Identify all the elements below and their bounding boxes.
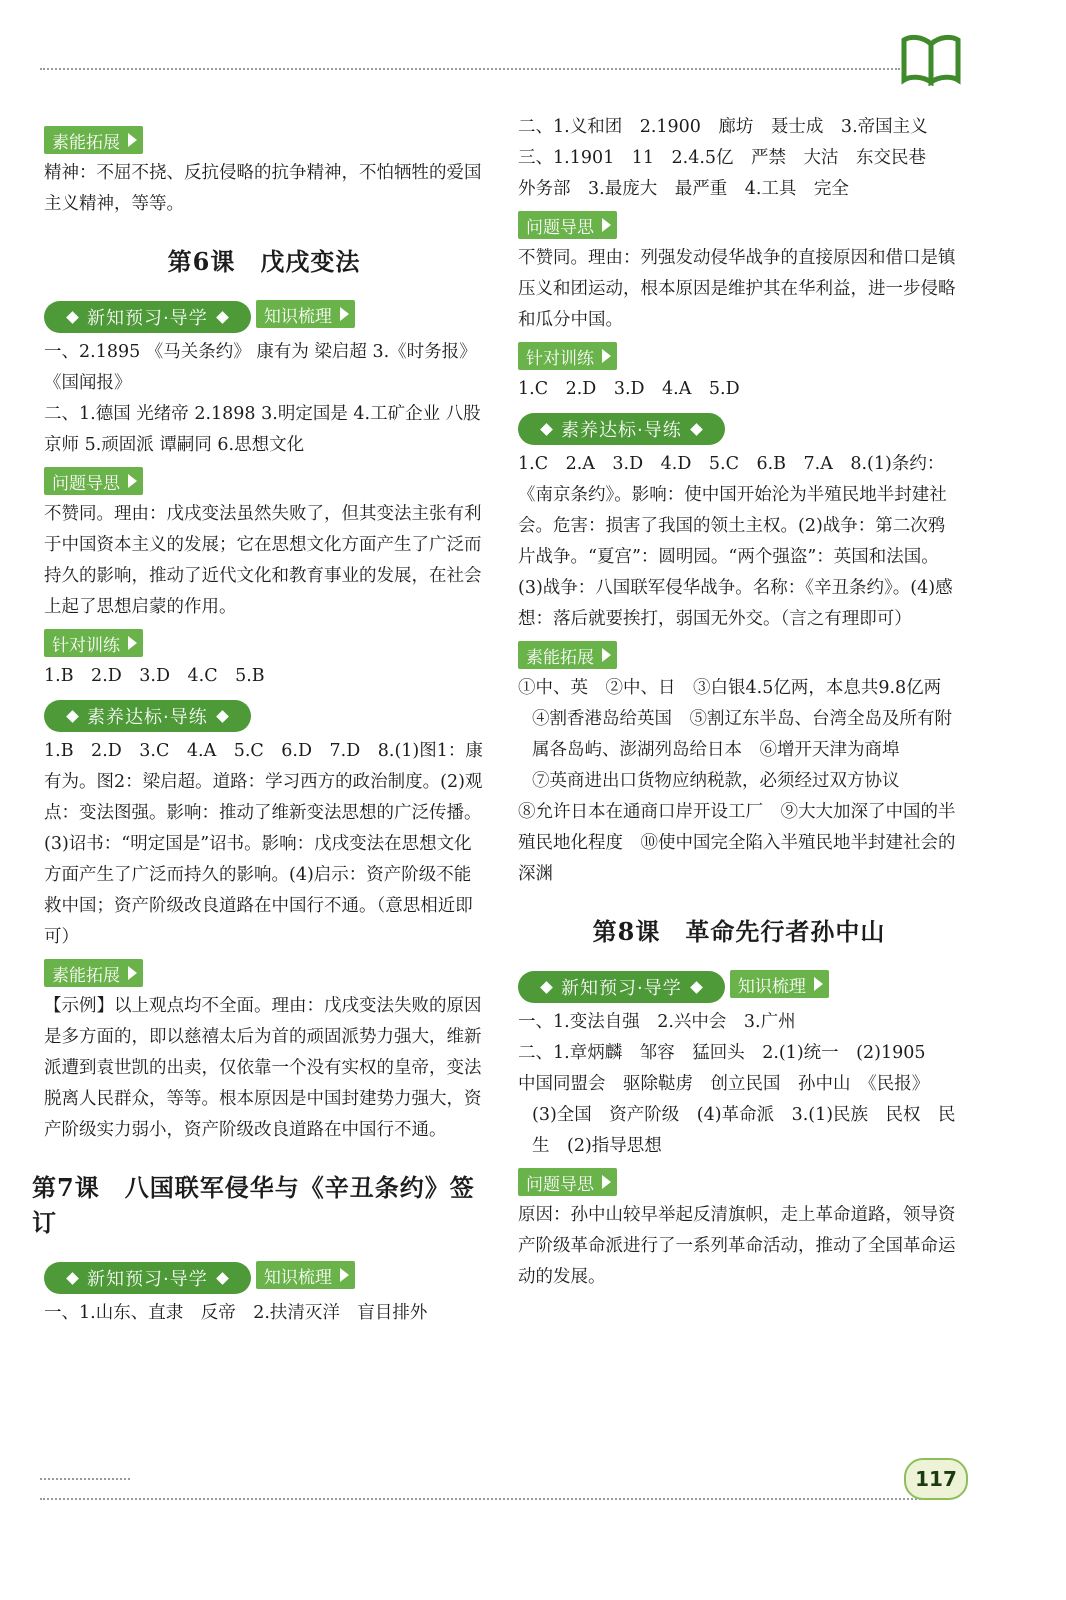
open-book-icon (900, 30, 962, 86)
section-tag: 素能拓展 (518, 641, 617, 669)
answer-text: 【示例】以上观点均不全面。理由：戊戌变法失败的原因是多方面的，即以慈禧太后为首的顽固派势力强大，维新派遭到袁世凯的出卖，仅依靠一个没有实权的皇帝，变法脱离人民群众，等等。根本原因是中国封建势力强大，资产阶级实力弱小，资产阶级改良道路在中国行不通。 (44, 996, 482, 1140)
answer-text: 一、1.山东、直隶 反帝 2.扶清灭洋 盲目排外 (44, 1303, 428, 1323)
answer-text: 不赞同。理由：列强发动侵华战争的直接原因和借口是镇压义和团运动，根本原因是维护其在华利益，进一步侵略和瓜分中国。 (518, 248, 956, 330)
answer-text: (3)全国 资产阶级 (4)革命派 3.(1)民族 民权 民生 (2)指导思想 (532, 1105, 956, 1156)
left-column (32, 120, 484, 1329)
section-tag: 素能拓展 (44, 959, 143, 987)
answer-text: 1.B 2.D 3.D 4.C 5.B (44, 666, 265, 686)
answer-text: 二、1.德国 光绪帝 2.1898 3.明定国是 4.工矿企业 八股 京师 5.顽固派 谭嗣同 6.思想文化 (44, 404, 481, 455)
section-pill: 新知预习·导学 (518, 971, 725, 1003)
section-pill: 新知预习·导学 (44, 1262, 251, 1294)
answer-text: 二、1.义和团 2.1900 廊坊 聂士成 3.帝国主义 (518, 117, 928, 137)
answer-text: 1.B 2.D 3.C 4.A 5.C 6.D 7.D 8.(1)图1：康有为。图2：梁启超。道路：学习西方的政治制度。(2)观点：变法图强。影响：推动了维新变法思想的广泛传播。(3)诏书：“明定国是”诏书。影响：戊戌变法在思想文化方面产生了广泛而持久的影响。(4)启示：资产阶级不能救中国；资产阶级改良道路在中国行不通。（意思相近即可） (44, 741, 483, 947)
bottom-dotted-rule (40, 1498, 940, 1500)
answer-text: 一、2.1895 《马关条约》 康有为 梁启超 3.《时务报》《国闻报》 (44, 342, 477, 393)
answer-text: ④割香港岛给英国 ⑤割辽东半岛、台湾全岛及所有附属各岛屿、澎湖列岛给日本 ⑥增开天津为商埠 (532, 709, 952, 760)
answer-text: 1.C 2.A 3.D 4.D 5.C 6.B 7.A 8.(1)条约：《南京条约》。影响：使中国开始沦为半殖民地半封建社会。危害：损害了我国的领土主权。(2)战争：第二次鸦片战争。“夏宫”：圆明园。“两个强盗”：英国和法国。(3)战争：八国联军侵华战争。名称：《辛丑条约》。(4)感想：落后就要挨打，弱国无外交。（言之有理即可） (518, 454, 953, 629)
section-pill: 素养达标·导练 (518, 413, 725, 445)
answer-text: ①中、英 ②中、日 ③白银4.5亿两，本息共9.8亿两 (518, 678, 942, 698)
right-column (518, 112, 960, 1293)
lesson-title: 第6课 戊戌变法 (167, 247, 361, 276)
section-pill: 素养达标·导练 (44, 700, 251, 732)
bottom-dotted-rule (40, 1478, 130, 1480)
lesson-title: 第7课 八国联军侵华与《辛丑条约》签订 (32, 1173, 475, 1237)
section-tag: 素能拓展 (44, 126, 143, 154)
lesson-title: 第8课 革命先行者孙中山 (592, 917, 886, 946)
page-number: 117 (904, 1458, 968, 1500)
section-tag: 问题导思 (518, 211, 617, 239)
answer-text: ⑦英商进出口货物应纳税款，必须经过双方协议 (532, 771, 900, 791)
section-tag: 知识梳理 (730, 970, 829, 998)
section-tag: 知识梳理 (256, 1261, 355, 1289)
top-dotted-rule (40, 68, 900, 70)
section-tag: 针对训练 (518, 342, 617, 370)
answer-text: 精神：不屈不挠、反抗侵略的抗争精神，不怕牺牲的爱国主义精神，等等。 (44, 163, 482, 214)
section-tag: 问题导思 (518, 1168, 617, 1196)
section-tag: 问题导思 (44, 467, 143, 495)
answer-text: 原因：孙中山较早举起反清旗帜，走上革命道路，领导资产阶级革命派进行了一系列革命活动，推动了全国革命运动的发展。 (518, 1205, 956, 1287)
answer-text: ⑧允许日本在通商口岸开设工厂 ⑨大大加深了中国的半殖民地化程度 ⑩使中国完全陷入半殖民地半封建社会的深渊 (518, 802, 956, 884)
answer-text: 三、1.1901 11 2.4.5亿 严禁 大沽 东交民巷 外务部 3.最庞大 最严重 4.工具 完全 (518, 148, 944, 199)
answer-text: 一、1.变法自强 2.兴中会 3.广州 (518, 1012, 796, 1032)
section-pill: 新知预习·导学 (44, 301, 251, 333)
section-tag: 知识梳理 (256, 300, 355, 328)
answer-text: 1.C 2.D 3.D 4.A 5.D (518, 379, 740, 399)
answer-text: 不赞同。理由：戊戌变法虽然失败了，但其变法主张有利于中国资本主义的发展；它在思想文化方面产生了广泛而持久的影响，推动了近代文化和教育事业的发展，在社会上起了思想启蒙的作用。 (44, 504, 482, 617)
section-tag: 针对训练 (44, 629, 143, 657)
answer-text: 二、1.章炳麟 邹容 猛回头 2.(1)统一 (2)1905 中国同盟会 驱除鞑虏 创立民国 孙中山 《民报》 (518, 1043, 944, 1094)
